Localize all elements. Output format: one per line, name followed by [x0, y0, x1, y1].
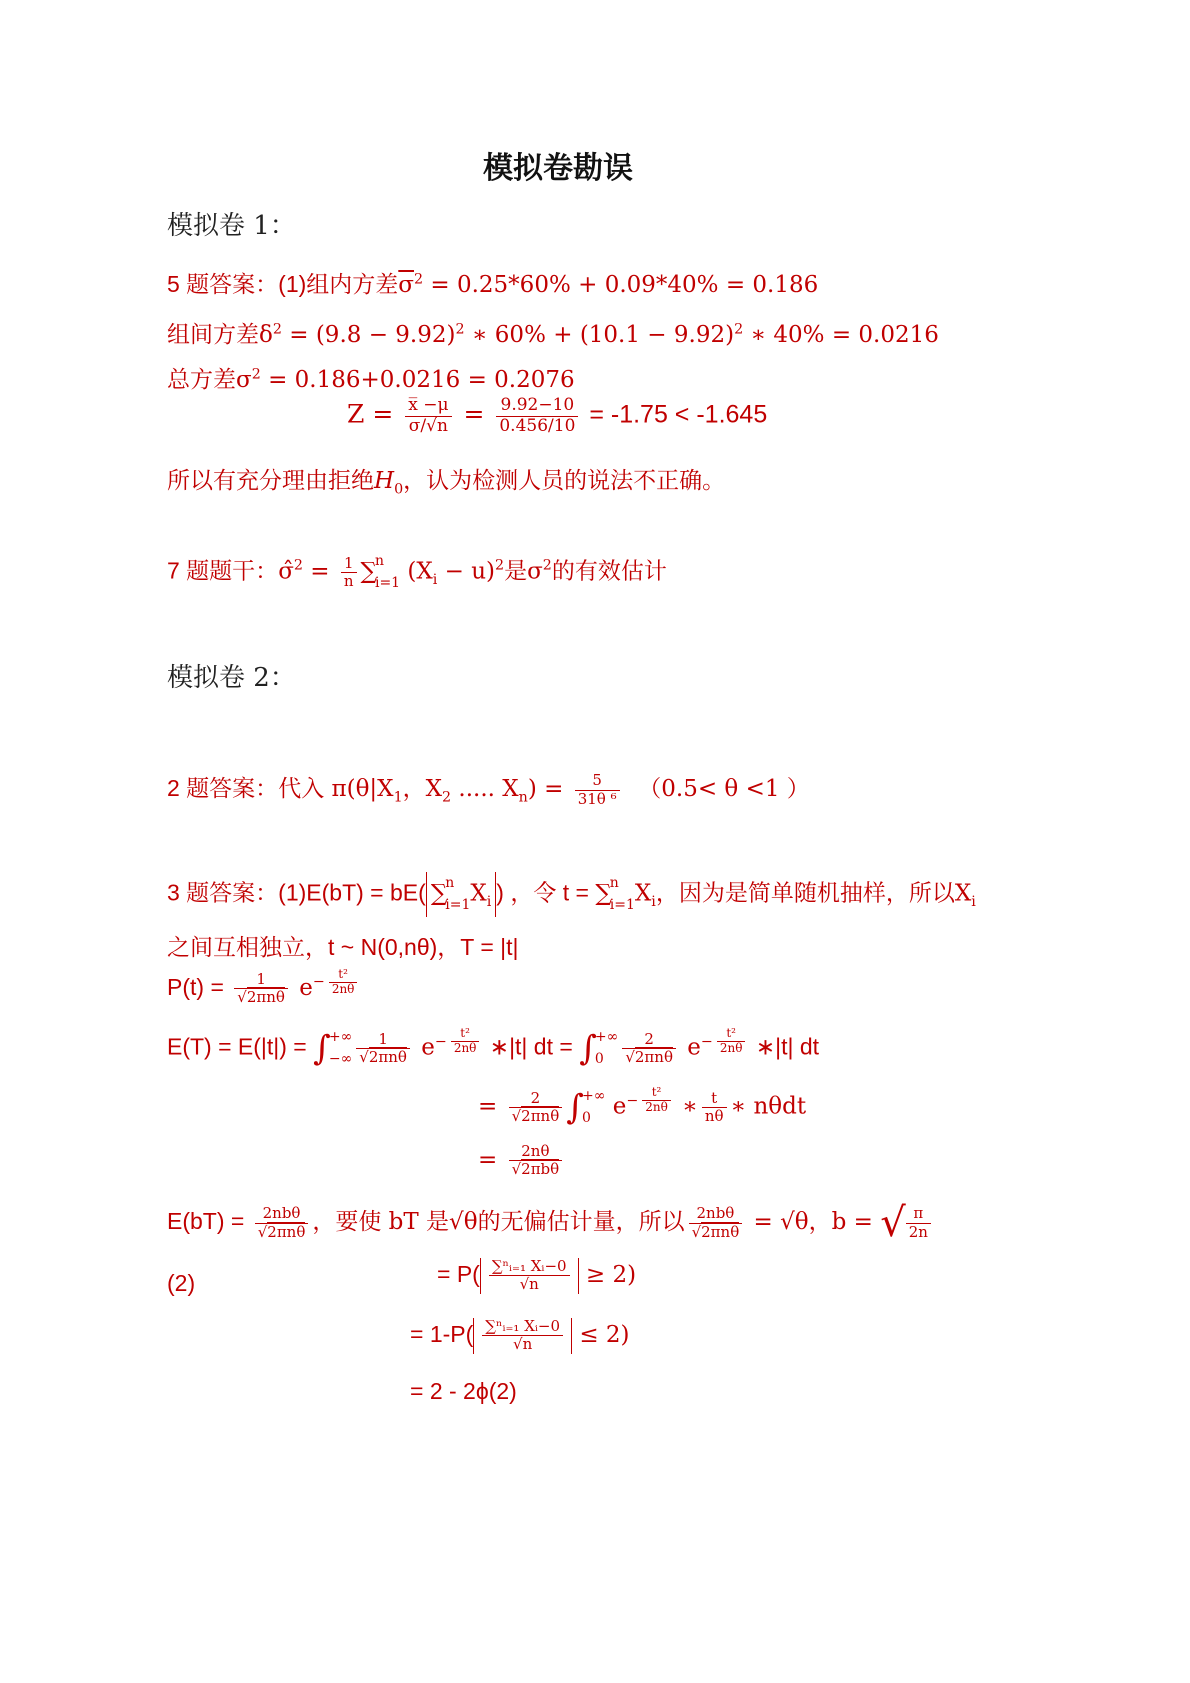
- z-statistic-equation: Z = $\frac{x̅ -\mu}{\sigma/√n}$ = $\frac{9.92-10}{0.456/10}$ = -1.75 < -1.645: [347, 395, 768, 436]
- part2-line-3: = 2 - 2ϕ(2): [410, 1378, 517, 1404]
- page-title: 模拟卷勘误: [483, 151, 633, 186]
- q2-answer: 2 题答案：代入 $\pi(\theta|X_1$，$X_2$ ..... $X_n$) = $\frac{5}{\text{31θ ⁶}}$ （0.5< θ <1 ）: [167, 771, 810, 808]
- section-heading-1: 模拟卷 1：: [167, 211, 296, 241]
- q7-stem: 7 题题干：σ̂$^2$ = $\frac{1}{n}$ ∑ n i=1 $(X_i - u)^2$是$\sigma^2$的有效估计: [167, 553, 667, 592]
- part2-line-2: = 1-P( $\frac{\text{∑ⁿᵢ₌₁ Xᵢ−0}}{√n}$ ≤ 2): [410, 1317, 630, 1354]
- q3-answer-line-1: 3 题答案：(1)E(bT) = bE( ∑ n i=1 $X_i$ ) ，令 t = ∑ n i=1 $X_i$，因为是简单随机抽样，所以$X_i$: [167, 872, 976, 917]
- z-fraction-1: $\frac{x̅ -\mu}{\sigma/√n}$: [405, 396, 451, 436]
- q5-conclusion: 所以有充分理由拒绝$H_0$，认为检测人员的说法不正确。: [167, 468, 726, 498]
- part2-label: (2): [167, 1270, 196, 1296]
- z-fraction-2: $\frac{9.92-10}{0.456/10}$: [496, 396, 578, 436]
- et-equation-line-1: E(T) = E(|t|) = ∫ +∞ −∞ $\frac{1}{\text{√2πnθ}}$ $e^{- \frac{\text{t²}}{2n\theta}}$ ∗|t| dt = ∫ +∞ 0 $\frac{2}{\text{√2πnθ}}$ $e^{- \frac{\text{t²}}{2n\theta}}$ ∗|t| dt: [167, 1026, 820, 1069]
- q7-fraction: $\frac{1}{n}$: [341, 555, 357, 591]
- q5-answer-line-3: 总方差$\sigma^2 = 0.186+0.0216 = 0.2076$: [167, 366, 575, 393]
- part2-line-1: = P( $\frac{\text{∑ⁿᵢ₌₁ Xᵢ−0}}{√n}$ ≥ 2): [437, 1257, 637, 1294]
- ebt-equation: E(bT) = $\frac{\text{2nbθ}}{\text{√2πnθ}}$ ，要使 bT 是√θ的无偏估计量，所以 $\frac{\text{2nbθ}}{\text{√2πnθ}}$ = √θ，b = √ $\frac{\pi}{2n}$: [167, 1200, 935, 1246]
- et-equation-line-2: = $\frac{2}{\text{√2πnθ}}$ ∫ +∞ 0 $e^{- \frac{\text{t²}}{2n\theta}}$ ∗ $\frac{t}{n\theta}$ ∗ nθdt: [478, 1085, 807, 1128]
- section-heading-2: 模拟卷 2：: [167, 663, 296, 693]
- q5-answer-line-2: 组间方差$\delta^2 = (9.8 - 9.92)^2$ ∗ $60\% + (10.1 - 9.92)^2$ ∗ 40% = 0.0216: [167, 321, 939, 348]
- q5-label: 5 题答案：(1): [167, 271, 307, 297]
- q5-answer-line-1: 5 题答案：(1)组内方差$\overline{\sigma}^2 = 0.25*60\% + 0.09*40\% = 0.186$: [167, 271, 819, 298]
- et-equation-line-3: = $\frac{2n\theta}{\text{√2πbθ}}$: [478, 1143, 566, 1179]
- pdf-pt-equation: P(t) = $\frac{1}{\text{√2πnθ}}$ $e^{- \frac{\text{t²}}{2n\theta}}$: [167, 968, 361, 1007]
- q2-fraction: $\frac{5}{\text{31θ ⁶}}$: [575, 772, 620, 808]
- q3-answer-line-2: 之间互相独立，t ~ N(0,nθ)，T = |t|: [167, 934, 519, 961]
